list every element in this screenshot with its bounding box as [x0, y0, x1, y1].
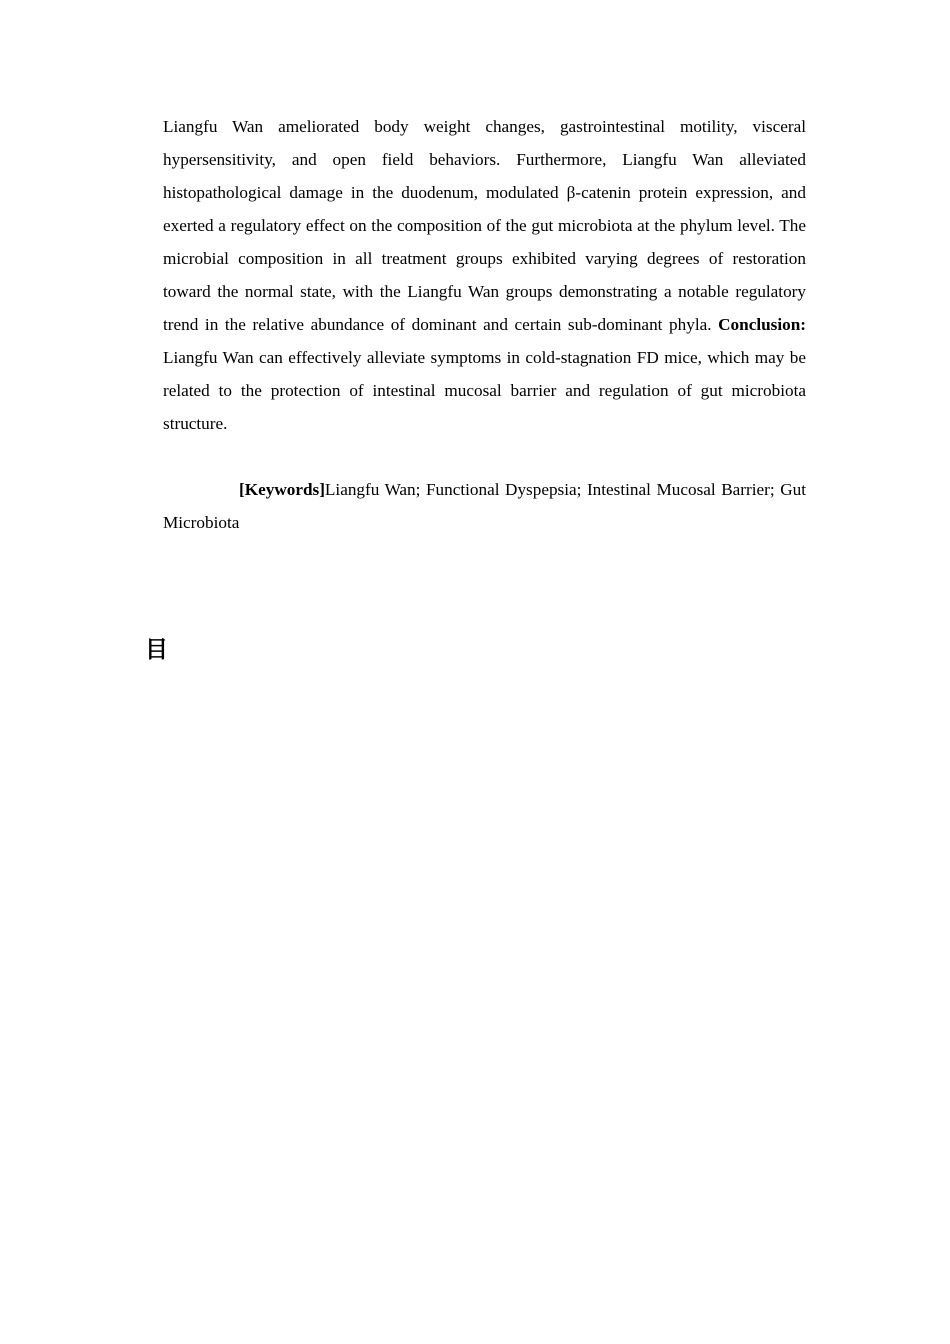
conclusion-text: Liangfu Wan can effectively alleviate symptoms in cold-stagnation FD mice, which may be related to the protection of intestinal mucosal barrier and regulation of gut microbiota structure. — [163, 348, 806, 433]
abstract-body-text: Liangfu Wan ameliorated body weight changes, gastrointestinal motility, visceral hypersensitivity, and open field behaviors. Furthermore, Liangfu Wan alleviated histopathological damage in the duodenum, modulated β-catenin protein expression, and exerted a regulatory effect on the composition of the gut microbiota at the phylum level. The microbial composition in all treatment groups exhibited varying degrees of restoration toward the normal state, with the Liangfu Wan groups demonstrating a notable regulatory trend in the relative abundance of dominant and certain sub-dominant phyla. — [163, 117, 806, 334]
keywords-label: [Keywords] — [239, 480, 325, 499]
conclusion-label: Conclusion: — [718, 315, 807, 334]
keywords-paragraph — [163, 473, 806, 539]
keywords-text: Liangfu Wan; Functional Dyspepsia; Intestinal Mucosal Barrier; Gut Microbiota — [163, 480, 806, 532]
abstract-paragraph — [163, 110, 806, 440]
abstract-section — [163, 110, 806, 539]
toc-heading: 目 — [145, 637, 168, 663]
